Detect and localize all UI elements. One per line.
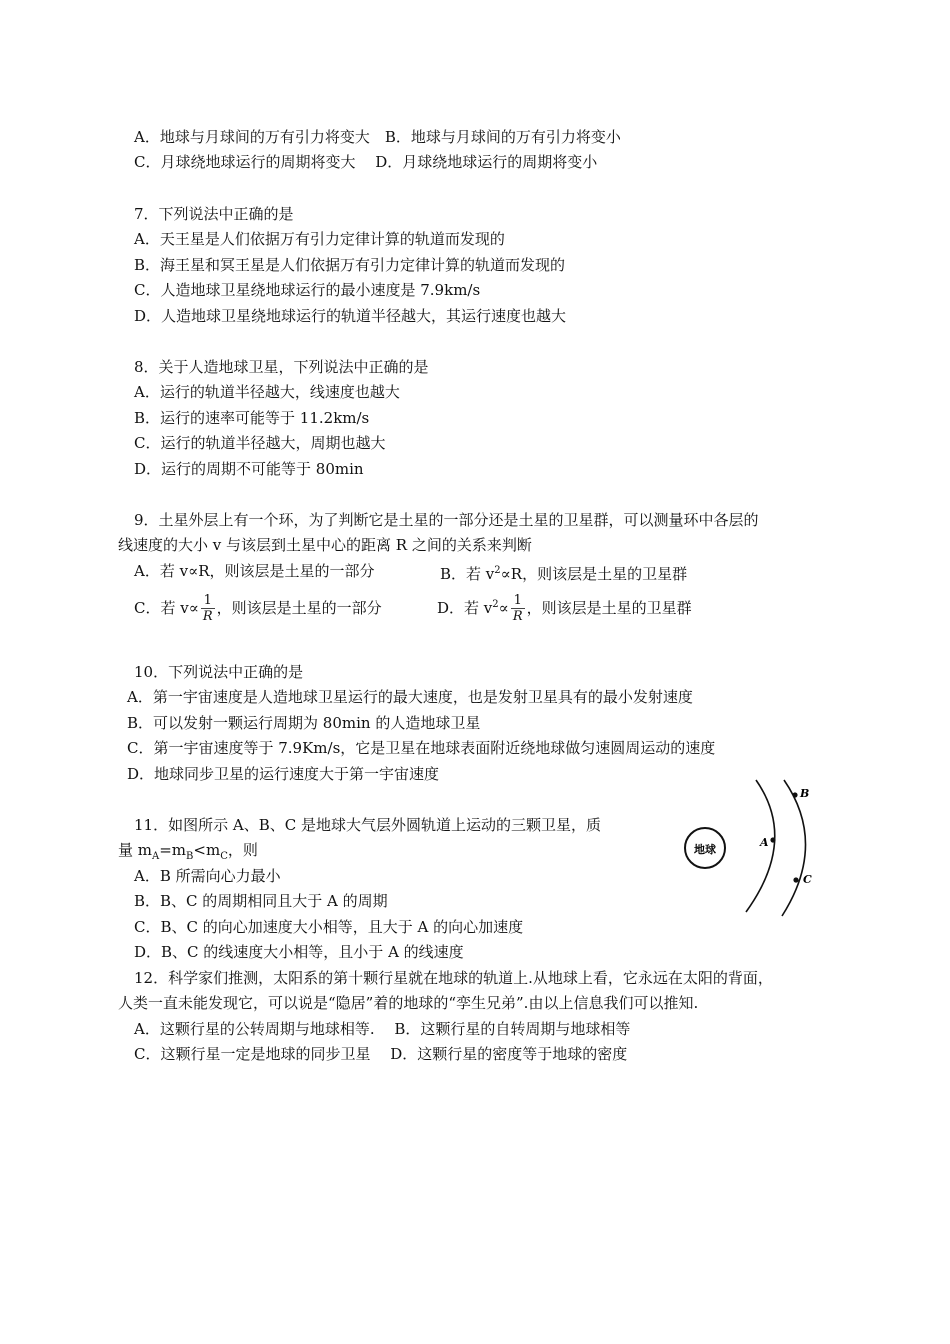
q9-option-c: C．若 v∝ $\frac{1}{R}$ ，则该层是土星的一部分 bbox=[134, 593, 382, 624]
fraction-1-over-r: $\frac{1}{R}$ bbox=[202, 593, 213, 624]
q7-option-c: C．人造地球卫星绕地球运行的最小速度是 7.9km/s bbox=[134, 281, 481, 299]
label-c: C bbox=[803, 873, 812, 886]
outer-orbit bbox=[782, 780, 806, 916]
q6-options-ab: A．地球与月球间的万有引力将变大 B．地球与月球间的万有引力将变小 bbox=[134, 128, 621, 146]
q10-option-c: C．第一宇宙速度等于 7.9Km/s，它是卫星在地球表面附近绕地球做匀速圆周运动的速度 bbox=[127, 739, 716, 757]
q12-stem-line1: 12．科学家们推测，太阳系的第十颗行星就在地球的轨道上.从地球上看，它永远在太阳的背面， bbox=[134, 969, 773, 987]
q7-option-a: A．天王星是人们依据万有引力定律计算的轨道而发现的 bbox=[134, 230, 505, 248]
q8-option-c: C．运行的轨道半径越大，周期也越大 bbox=[134, 434, 386, 452]
q6-options-cd: C．月球绕地球运行的周期将变大 D．月球绕地球运行的周期将变小 bbox=[134, 153, 598, 171]
q12-stem-line2: 人类一直未能发现它，可以说是“隐居”着的地球的“孪生兄弟”.由以上信息我们可以推知. bbox=[118, 994, 699, 1012]
q10-option-d: D．地球同步卫星的运行速度大于第一宇宙速度 bbox=[127, 765, 440, 783]
q7-option-d: D．人造地球卫星绕地球运行的轨道半径越大，其运行速度也越大 bbox=[134, 307, 567, 325]
q9-option-a: A．若 v∝R，则该层是土星的一部分 bbox=[134, 562, 375, 580]
q7-option-b: B．海王星和冥王星是人们依据万有引力定律计算的轨道而发现的 bbox=[134, 256, 566, 274]
q12-options-cd: C．这颗行星一定是地球的同步卫星 D．这颗行星的密度等于地球的密度 bbox=[134, 1045, 628, 1063]
q11-stem-line2: 量 $m_A=m_B<m_C$，则 bbox=[118, 841, 258, 862]
q11-option-d: D．B、C 的线速度大小相等，且小于 A 的线速度 bbox=[134, 943, 464, 961]
q10-option-a: A．第一宇宙速度是人造地球卫星运行的最大速度，也是发射卫星具有的最小发射速度 bbox=[127, 688, 693, 706]
satellite-c bbox=[793, 877, 798, 882]
q9-stem-line1: 9．土星外层上有一个环，为了判断它是土星的一部分还是土星的卫星群，可以测量环中各层的 bbox=[134, 511, 759, 529]
label-a: A bbox=[760, 836, 769, 849]
q10-option-b: B．可以发射一颗运行周期为 80min 的人造地球卫星 bbox=[127, 714, 481, 732]
q11-option-c: C．B、C 的向心加速度大小相等，且大于 A 的向心加速度 bbox=[134, 918, 524, 936]
q11-stem-line1: 11．如图所示 A、B、C 是地球大气层外圆轨道上运动的三颗卫星，质 bbox=[134, 816, 601, 834]
satellite-a bbox=[770, 837, 775, 842]
label-b: B bbox=[800, 787, 810, 800]
q10-stem: 10．下列说法中正确的是 bbox=[134, 663, 304, 681]
q11-option-a: A．B 所需向心力最小 bbox=[134, 867, 281, 885]
satellite-b bbox=[792, 792, 797, 797]
satellite-orbit-figure bbox=[676, 778, 826, 918]
q8-option-a: A．运行的轨道半径越大，线速度也越大 bbox=[134, 383, 400, 401]
q7-stem: 7．下列说法中正确的是 bbox=[134, 205, 294, 223]
q9-stem-line2: 线速度的大小 v 与该层到土星中心的距离 R 之间的关系来判断 bbox=[118, 536, 532, 554]
fraction-1-over-r: $\frac{1}{R}$ bbox=[512, 593, 523, 624]
q8-option-d: D．运行的周期不可能等于 80min bbox=[134, 460, 364, 478]
earth-label: 地球 bbox=[694, 843, 716, 856]
q8-option-b: B．运行的速率可能等于 11.2km/s bbox=[134, 409, 370, 427]
q8-stem: 8．关于人造地球卫星，下列说法中正确的是 bbox=[134, 358, 429, 376]
q9-option-b: B．若 $v^2\propto R$，则该层是土星的卫星群 bbox=[440, 565, 688, 583]
q9-option-d: D．若 $v^2\propto$ $\frac{1}{R}$ ，则该层是土星的卫星群 bbox=[437, 593, 692, 624]
q12-options-ab: A．这颗行星的公转周期与地球相等. B．这颗行星的自转周期与地球相等 bbox=[134, 1020, 631, 1038]
q11-option-b: B．B、C 的周期相同且大于 A 的周期 bbox=[134, 892, 388, 910]
